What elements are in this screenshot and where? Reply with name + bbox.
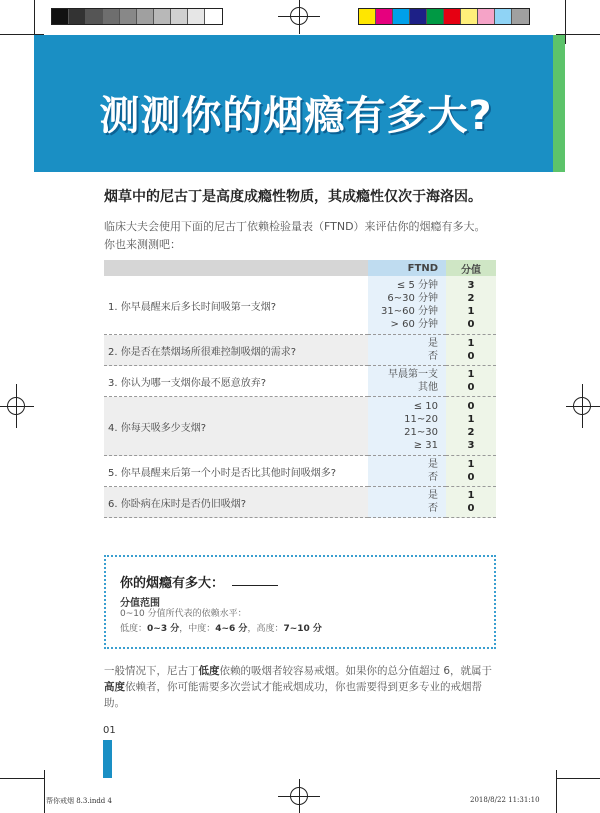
answer-score: 0: [467, 503, 475, 514]
answer-option: 31~60 分钟: [380, 306, 438, 317]
color-swatch: [52, 9, 69, 24]
crop-mark: [299, 779, 300, 813]
crop-mark: [16, 384, 17, 428]
color-swatch: [137, 9, 154, 24]
outro-emphasis: 高度: [104, 681, 125, 693]
outro-text: 依赖者，你可能需要多次尝试才能戒烟成功，你也需要得到更多专业的戒烟帮助。: [104, 681, 482, 709]
answer-score: 0: [467, 382, 475, 393]
answer-option: 11~20: [404, 414, 438, 425]
answer-score: 2: [467, 293, 475, 304]
options-cell: [368, 335, 446, 366]
color-swatch: [495, 9, 512, 24]
color-swatch: [103, 9, 120, 24]
intro-line: 你也来测测吧：: [104, 238, 181, 251]
color-swatch: [512, 9, 529, 24]
table-row: [104, 335, 496, 366]
outro-text: 依赖的吸烟者较容易戒烟。如果你的总分值超过 6，就属于: [219, 665, 493, 677]
outro-text: 一般情况下，尼古丁: [104, 665, 199, 677]
answer-option: 其他: [418, 382, 438, 393]
answer-option: 21~30: [404, 427, 438, 438]
closing-paragraph: [104, 663, 500, 711]
crop-mark: [0, 778, 44, 779]
intro-text: [104, 218, 504, 254]
result-title: 你的烟瘾有多大：: [120, 576, 225, 591]
answer-score: 0: [467, 319, 475, 330]
scores-cell: [446, 487, 496, 518]
answer-score: 1: [467, 369, 475, 380]
answer-score: 1: [467, 306, 475, 317]
crop-mark: [44, 770, 45, 813]
answer-option: 否: [428, 351, 438, 362]
answer-option: ≥ 31: [413, 440, 438, 451]
ftnd-table: [104, 260, 496, 518]
answer-option: 6~30 分钟: [387, 293, 438, 304]
color-swatch: [171, 9, 188, 24]
scores-cell: [446, 366, 496, 397]
answer-score: 3: [467, 440, 475, 451]
slug-filename: 帮你戒烟 8.3.indd 4: [46, 797, 112, 805]
options-cell: [368, 456, 446, 487]
answer-score: 3: [467, 280, 475, 291]
answer-option: 是: [428, 490, 438, 501]
table-row: [104, 487, 496, 518]
color-swatch: [359, 9, 376, 24]
mid-label: ，中度：: [179, 624, 216, 634]
crop-mark: [299, 0, 300, 34]
answer-option: 否: [428, 472, 438, 483]
table-row: [104, 366, 496, 397]
score-column-header: 分值: [446, 260, 496, 276]
table-row: [104, 397, 496, 456]
color-swatch: [205, 9, 222, 24]
options-cell: [368, 276, 446, 335]
ftnd-column-header: FTND: [368, 260, 446, 276]
color-swatch: [69, 9, 86, 24]
scores-cell: [446, 276, 496, 335]
color-swatch: [120, 9, 137, 24]
answer-option: ≤ 10: [413, 401, 438, 412]
options-cell: [368, 397, 446, 456]
question-cell: 5. 你早晨醒来后第一个小时是否比其他时间吸烟多?: [104, 456, 368, 487]
question-cell: 2. 你是否在禁烟场所很难控制吸烟的需求?: [104, 335, 368, 366]
answer-option: 是: [428, 459, 438, 470]
page-number-bar: [103, 740, 112, 778]
page-number: 01: [103, 725, 116, 736]
options-cell: [368, 487, 446, 518]
lead-text: 烟草中的尼古丁是高度成瘾性物质，其成瘾性仅次于海洛因。: [104, 189, 482, 205]
table-header: [104, 260, 496, 276]
options-cell: [368, 366, 446, 397]
scores-cell: [446, 335, 496, 366]
dependence-levels: [120, 621, 322, 634]
color-swatch: [188, 9, 205, 24]
answer-score: 0: [467, 351, 475, 362]
table-row: [104, 456, 496, 487]
mid-value: 4~6 分: [215, 624, 248, 634]
high-value: 7~10 分: [283, 624, 322, 634]
color-swatch: [376, 9, 393, 24]
answer-option: 是: [428, 338, 438, 349]
crop-mark: [0, 406, 34, 407]
range-description: 0~10 分值所代表的依赖水平：: [120, 609, 247, 619]
gray-color-bar: [51, 8, 223, 25]
outro-emphasis: 低度: [198, 665, 220, 677]
process-color-bar: [358, 8, 530, 25]
crop-mark: [582, 384, 583, 428]
color-swatch: [154, 9, 171, 24]
crop-mark: [556, 778, 600, 779]
answer-option: 否: [428, 503, 438, 514]
answer-score: 1: [467, 490, 475, 501]
answer-option: 早晨第一支: [388, 369, 438, 380]
color-swatch: [478, 9, 495, 24]
crop-mark: [565, 0, 566, 44]
scores-cell: [446, 397, 496, 456]
scores-cell: [446, 456, 496, 487]
color-swatch: [427, 9, 444, 24]
question-cell: 4. 你每天吸多少支烟?: [104, 397, 368, 456]
low-label: 低度：: [120, 624, 148, 634]
answer-score: 1: [467, 459, 475, 470]
answer-score: 2: [467, 427, 475, 438]
low-value: 0~3 分: [147, 624, 180, 634]
table-row: [104, 276, 496, 335]
color-swatch: [86, 9, 103, 24]
answer-option: ≤ 5 分钟: [396, 280, 438, 291]
high-label: ，高度：: [247, 624, 284, 634]
range-title: 分值范围: [120, 598, 160, 609]
color-swatch: [410, 9, 427, 24]
crop-mark: [566, 406, 600, 407]
slug-timestamp: 2018/8/22 11:31:10: [470, 796, 540, 804]
answer-option: > 60 分钟: [390, 319, 438, 330]
color-swatch: [393, 9, 410, 24]
color-swatch: [444, 9, 461, 24]
header-blank: [104, 260, 368, 276]
answer-score: 0: [467, 401, 475, 412]
color-swatch: [461, 9, 478, 24]
page-title: 测测你的烟瘾有多大?: [99, 93, 493, 139]
answer-score: 0: [467, 472, 475, 483]
result-box: [104, 555, 496, 649]
question-cell: 3. 你认为哪一支烟你最不愿意放弃?: [104, 366, 368, 397]
score-blank-line: [232, 585, 278, 586]
intro-line: 临床大夫会使用下面的尼古丁依赖检验量表（FTND）来评估你的烟瘾有多大。: [104, 220, 486, 233]
answer-score: 1: [467, 338, 475, 349]
question-cell: 1. 你早晨醒来后多长时间吸第一支烟?: [104, 276, 368, 335]
crop-mark: [556, 770, 557, 813]
answer-score: 1: [467, 414, 475, 425]
question-cell: 6. 你卧病在床时是否仍旧吸烟?: [104, 487, 368, 518]
